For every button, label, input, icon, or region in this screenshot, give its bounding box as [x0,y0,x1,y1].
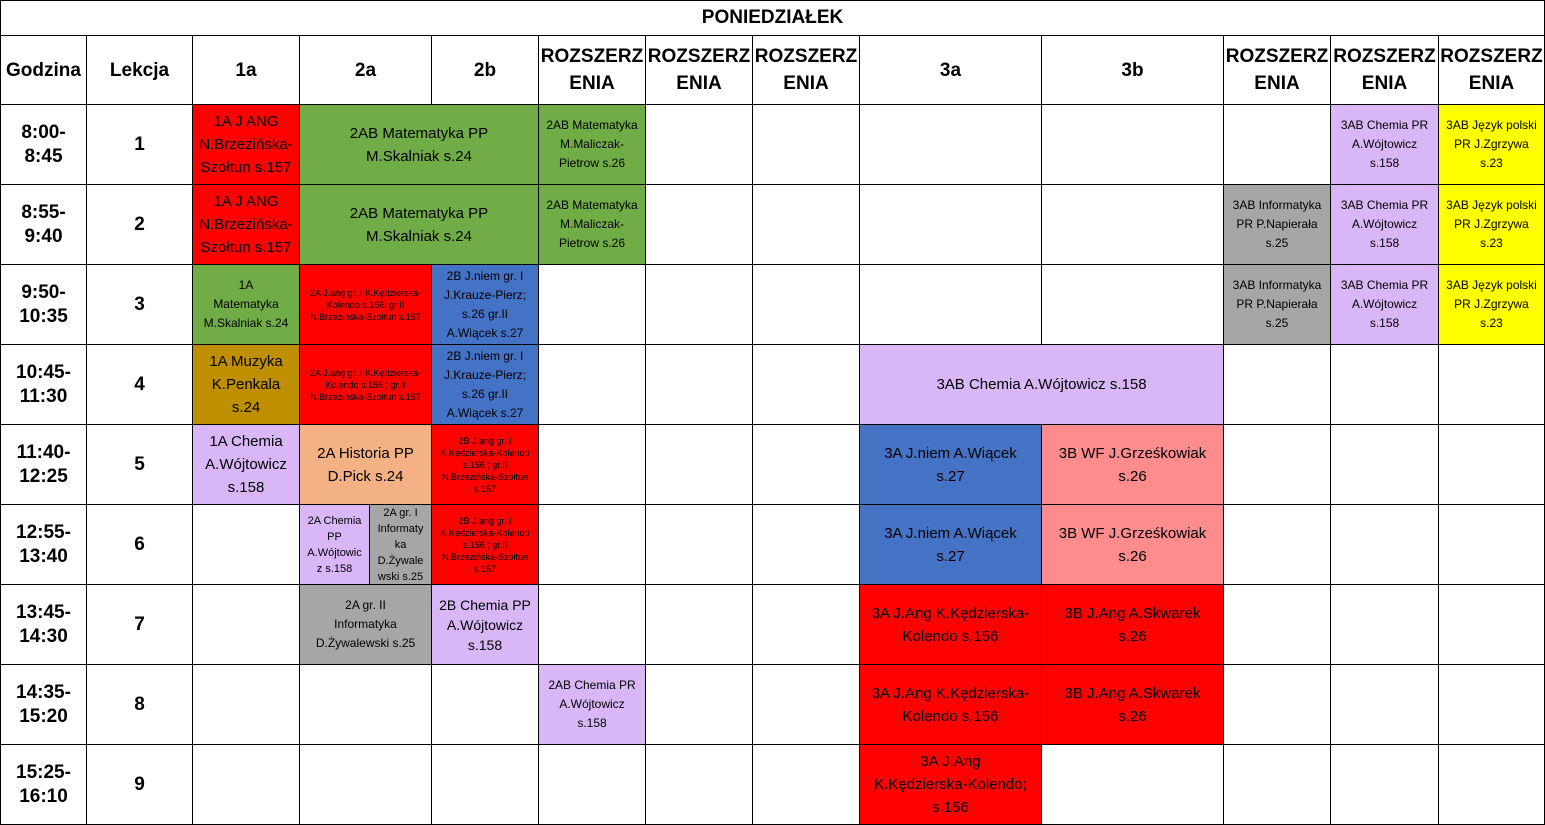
lesson-text: 3AB Informatyka PR P.Napierała s.25 [1232,278,1322,330]
lesson-block [1438,104,1545,185]
empty-cell [859,104,1042,185]
lesson-text: 2A gr. II Informatyka D.Żywalewski s.25 [315,598,416,650]
time-cell [0,504,87,585]
time-text: 10:45- 11:30 [16,361,71,407]
lesson-block [431,264,539,345]
empty-cell [752,584,860,665]
time-text: 8:00- 8:45 [21,121,66,167]
empty-cell [859,264,1042,345]
header-lekcja-text: Lekcja [109,59,170,81]
lesson-text: 3B WF J.Grześkowiak s.26 [1058,444,1207,485]
time-text: 12:55- 13:40 [16,521,71,567]
lesson-block [1223,184,1331,265]
header-rozszerzenia-5 [1223,35,1331,105]
empty-cell [645,504,753,585]
empty-cell [431,664,539,745]
empty-cell [1330,504,1439,585]
lesson-text: 3AB Język polski PR J.Zgrzywa s.23 [1446,198,1537,250]
empty-cell [859,184,1042,265]
lesson-text: 2AB Chemia PR A.Wójtowicz s.158 [548,678,636,730]
lesson-block [299,264,432,345]
empty-cell [645,584,753,665]
empty-cell [192,744,300,825]
lesson-number-cell [86,664,193,745]
lesson-number-cell [86,104,193,185]
empty-cell [1330,744,1439,825]
empty-cell [538,744,646,825]
lesson-block [1041,424,1224,505]
lesson-number-text: 8 [134,693,145,715]
time-cell [0,744,87,825]
empty-cell [645,344,753,425]
empty-cell [1438,584,1545,665]
lesson-number-text: 9 [134,773,145,795]
lesson-text: 3AB Informatyka PR P.Napierała s.25 [1232,198,1322,250]
lesson-text: 3AB Chemia PR A.Wójtowicz s.158 [1340,278,1429,330]
lesson-text: 2AB Matematyka M.Maliczak- Pietrow s.26 [546,118,638,170]
header-class-3a [859,35,1042,105]
lesson-block [859,584,1042,665]
lesson-block [192,264,300,345]
header-rozszerzenia-3 [752,35,860,105]
empty-cell [1438,424,1545,505]
lesson-block [192,104,300,185]
header-class-3b-text: 3b [1121,59,1144,81]
lesson-block [538,664,646,745]
empty-cell [1223,584,1331,665]
empty-cell [1223,744,1331,825]
lesson-number-cell [86,504,193,585]
lesson-text: 3AB Chemia A.Wójtowicz s.158 [936,376,1147,393]
empty-cell [645,104,753,185]
lesson-block [1041,504,1224,585]
lesson-text: 2B J.ang gr. I K.Kędzierska-Kolendo s.156 ; gr.II N.Brzezińska-Szołtun s.157 [440,515,530,574]
header-godzina [0,35,87,105]
empty-cell [538,344,646,425]
lesson-text: 1A Matematyka M.Skalniak s.24 [203,278,289,330]
lesson-block [431,584,539,665]
header-rozszerzenia-2 [645,35,753,105]
lesson-text: 2A Historia PP D.Pick s.24 [317,444,414,485]
lesson-text: 3A J.Ang K.Kędzierska- Kolendo s.156 [871,604,1030,645]
time-cell [0,344,87,425]
header-class-2a-text: 2a [354,59,377,81]
lesson-block [1438,264,1545,345]
lesson-block [192,184,300,265]
lesson-block [1330,264,1439,345]
lesson-number-cell [86,424,193,505]
time-text: 11:40- 12:25 [16,441,71,487]
lesson-text: 3A J.Ang K.Kędzierska- Kolendo s.156 [871,684,1030,725]
header-class-2b-text: 2b [473,59,497,81]
lesson-text: 1A J ANG N.Brzezińska- Szołtun s.157 [199,113,293,176]
lesson-block [369,504,432,585]
empty-cell [299,744,432,825]
empty-cell [752,344,860,425]
day-title [0,0,1545,36]
empty-cell [192,664,300,745]
empty-cell [1041,184,1224,265]
lesson-text: 2A J.ang gr. I K.Kędzierska- Kolendo s.156 ; gr.II N.Brzezińska-Szołtun s.157 [309,367,422,402]
lesson-block [299,344,432,425]
lesson-block [299,584,432,665]
lesson-block [1041,664,1224,745]
empty-cell [752,104,860,185]
lesson-text: 3A J.Ang K.Kędzierska-Kolendo; s.156 [874,753,1027,816]
empty-cell [1438,664,1545,745]
time-cell [0,104,87,185]
time-text: 13:45- 14:30 [16,601,71,647]
header-class-2a [299,35,432,105]
lesson-block [1438,184,1545,265]
empty-cell [1041,744,1224,825]
empty-cell [752,504,860,585]
lesson-block [431,504,539,585]
time-text: 15:25- 16:10 [16,761,71,807]
header-rozszerzenia-7 [1438,35,1545,105]
time-cell [0,584,87,665]
header-rozszerzenia-text: ROZSZERZ ENIA [754,46,858,94]
lesson-text: 3A J.niem A.Wiącek s.27 [884,524,1017,565]
lesson-number-cell [86,344,193,425]
empty-cell [538,584,646,665]
empty-cell [1223,424,1331,505]
empty-cell [1223,344,1331,425]
lesson-number-cell [86,584,193,665]
lesson-text: 2AB Matematyka PP M.Skalniak s.24 [349,204,489,245]
lesson-text: 1A J ANG N.Brzezińska- Szołtun s.157 [199,193,293,256]
empty-cell [1223,664,1331,745]
lesson-block [538,104,646,185]
lesson-number-text: 5 [134,453,145,475]
lesson-text: 2AB Matematyka PP M.Skalniak s.24 [349,124,489,165]
header-rozszerzenia-6 [1330,35,1439,105]
empty-cell [192,504,300,585]
header-class-2b [431,35,539,105]
empty-cell [1438,504,1545,585]
empty-cell [752,744,860,825]
empty-cell [752,184,860,265]
empty-cell [752,264,860,345]
header-rozszerzenia-text: ROZSZERZ ENIA [1333,46,1436,94]
lesson-number-cell [86,184,193,265]
lesson-number-text: 4 [134,373,145,395]
header-class-1a-text: 1a [235,59,257,81]
empty-cell [299,664,432,745]
empty-cell [538,264,646,345]
lesson-number-text: 6 [134,533,145,555]
lesson-number-cell [86,264,193,345]
lesson-block [431,424,539,505]
lesson-number-text: 3 [134,293,145,315]
empty-cell [1330,664,1439,745]
time-text: 14:35- 15:20 [16,681,71,727]
lesson-text: 2AB Matematyka M.Maliczak- Pietrow s.26 [546,198,638,250]
time-cell [0,664,87,745]
empty-cell [1330,344,1439,425]
lesson-text: 1A Chemia A.Wójtowicz s.158 [205,433,287,496]
lesson-block [1330,184,1439,265]
empty-cell [1438,344,1545,425]
header-class-3b [1041,35,1224,105]
time-text: 9:50- 10:35 [19,281,68,327]
empty-cell [645,664,753,745]
lesson-text: 2B Chemia PP A.Wójtowicz s.158 [439,596,531,653]
header-rozszerzenia-1 [538,35,646,105]
lesson-block [859,344,1224,425]
lesson-block [299,104,539,185]
time-cell [0,424,87,505]
empty-cell [431,744,539,825]
lesson-block [1041,584,1224,665]
lesson-number-cell [86,744,193,825]
empty-cell [752,424,860,505]
empty-cell [192,584,300,665]
day-title-text: PONIEDZIAŁEK [701,7,844,28]
lesson-text: 2A J.ang gr. I K.Kędzierska- Kolendo s.156; gr.II N.Brzezińska-Szołtun s.157 [309,287,422,322]
empty-cell [1041,104,1224,185]
lesson-text: 2B J.niem gr. I J.Krauze-Pierz; s.26 gr.II A.Wiącek s.27 [443,348,527,420]
lesson-text: 3B J.Ang A.Skwarek s.26 [1064,684,1201,725]
empty-cell [1438,744,1545,825]
empty-cell [645,264,753,345]
lesson-block [859,424,1042,505]
header-class-3a-text: 3a [939,59,962,81]
lesson-block [1223,264,1331,345]
lesson-text: 2B J.niem gr. I J.Krauze-Pierz; s.26 gr.II A.Wiącek s.27 [443,268,527,340]
time-cell [0,264,87,345]
lesson-text: 3AB Chemia PR A.Wójtowicz s.158 [1340,118,1429,170]
header-godzina-text: Godzina [6,59,81,81]
time-text: 8:55- 9:40 [21,201,66,247]
empty-cell [538,424,646,505]
time-cell [0,184,87,265]
lesson-text: 3A J.niem A.Wiącek s.27 [884,444,1017,485]
empty-cell [1330,424,1439,505]
empty-cell [1223,504,1331,585]
lesson-text: 2A gr. I Informaty ka D.Żywale wski s.25 [377,506,424,583]
empty-cell [645,424,753,505]
lesson-block [859,504,1042,585]
lesson-text: 3AB Język polski PR J.Zgrzywa s.23 [1446,118,1537,170]
lesson-block [299,504,370,585]
lesson-text: 3AB Chemia PR A.Wójtowicz s.158 [1340,198,1429,250]
lesson-block [538,184,646,265]
empty-cell [752,664,860,745]
header-rozszerzenia-text: ROZSZERZ ENIA [647,46,751,94]
lesson-block [431,344,539,425]
header-rozszerzenia-text: ROZSZERZ ENIA [1225,46,1329,94]
header-rozszerzenia-text: ROZSZERZ ENIA [1440,46,1543,94]
empty-cell [1330,584,1439,665]
lesson-block [1330,104,1439,185]
header-rozszerzenia-text: ROZSZERZ ENIA [540,46,644,94]
empty-cell [645,184,753,265]
header-lekcja [86,35,193,105]
empty-cell [1223,104,1331,185]
empty-cell [645,744,753,825]
lesson-block [859,744,1042,825]
lesson-block [299,424,432,505]
empty-cell [1041,264,1224,345]
lesson-number-text: 1 [134,133,145,155]
lesson-text: 3B J.Ang A.Skwarek s.26 [1064,604,1201,645]
header-class-1a [192,35,300,105]
lesson-text: 2A Chemia PP A.Wójtowic z s.158 [307,514,362,575]
lesson-block [192,424,300,505]
lesson-block [192,344,300,425]
lesson-number-text: 2 [134,213,145,235]
lesson-text: 3B WF J.Grześkowiak s.26 [1058,524,1207,565]
lesson-text: 1A Muzyka K.Penkala s.24 [209,353,283,416]
lesson-block [299,184,539,265]
lesson-text: 3AB Język polski PR J.Zgrzywa s.23 [1446,278,1537,330]
lesson-number-text: 7 [134,613,145,635]
lesson-text: 2B J.ang gr. I K.Kędzierska-Kolendo s.156 ; gr.II N.Brzezińska-Szołtun s.157 [440,435,530,494]
empty-cell [538,504,646,585]
lesson-block [859,664,1042,745]
